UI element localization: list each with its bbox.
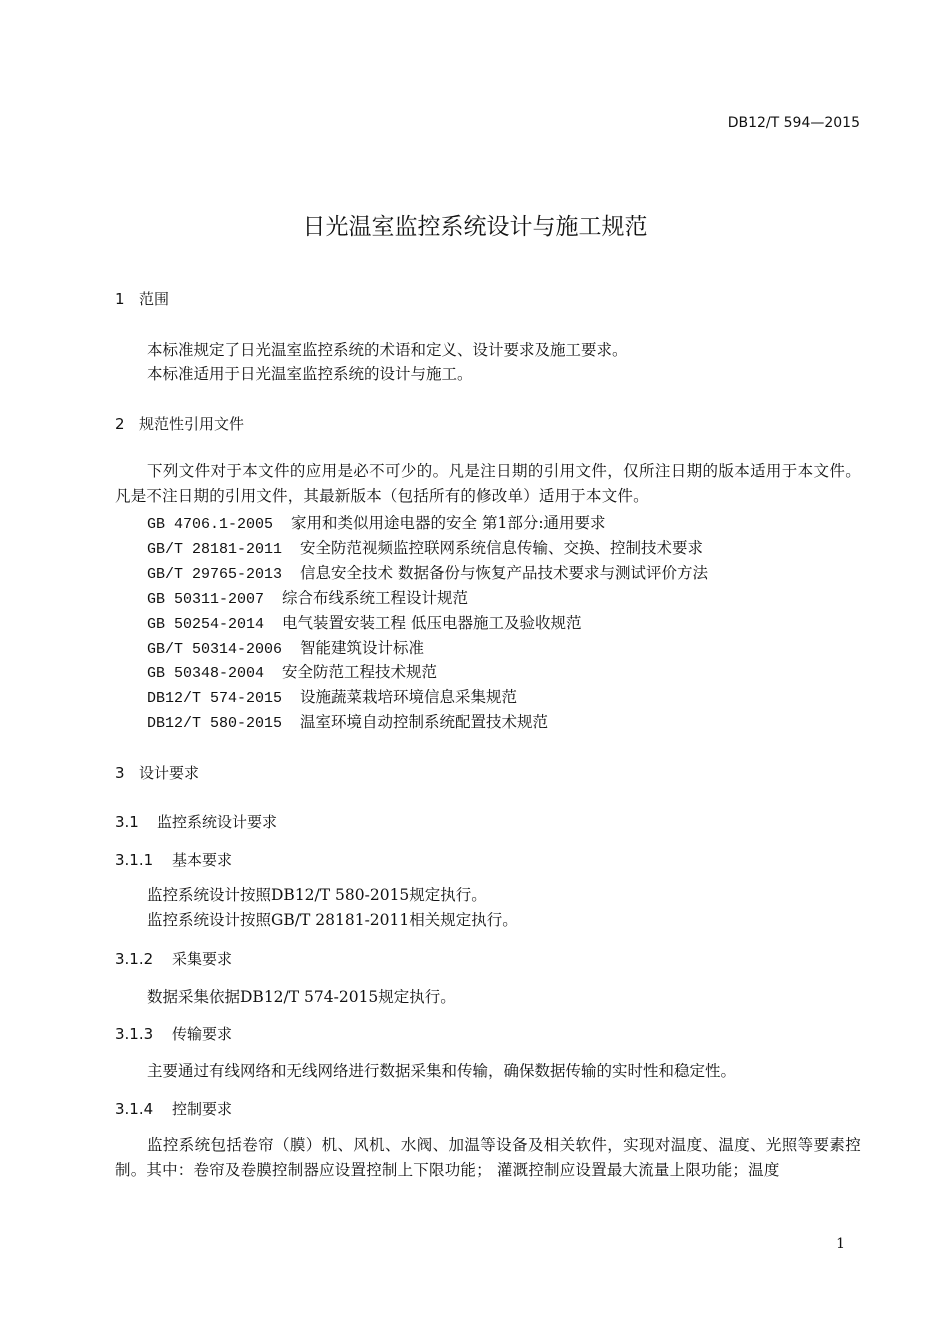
reference-code: GB 4706.1-2005	[147, 516, 274, 533]
section-3-1-4-paragraph: 监控系统包括卷帘（膜）机、风机、水阀、加温等设备及相关软件，实现对温度、温度、光照等要素控制。其中：卷帘及卷膜控制器应设置控制上下限功能； 灌溉控制应设置最大流量上限功能；温度	[115, 1136, 861, 1179]
reference-title: 信息安全技术 数据备份与恢复产品技术要求与测试评价方法	[300, 563, 708, 582]
section-3-1-2-line: 数据采集依据DB12/T 574-2015规定执行。	[147, 988, 456, 1006]
section-3-1-3-line: 主要通过有线网络和无线网络进行数据采集和传输，确保数据传输的实时性和稳定性。	[147, 1062, 737, 1080]
section-3-1-1-line: 监控系统设计按照GB/T 28181-2011相关规定执行。	[147, 911, 518, 929]
reference-item	[147, 511, 606, 533]
page-number: 1	[836, 1236, 845, 1252]
reference-code: GB 50311-2007	[147, 590, 265, 608]
reference-item	[147, 536, 703, 558]
reference-code: GB/T 50314-2006	[147, 640, 283, 658]
section-3-heading: 3 设计要求	[115, 764, 200, 782]
reference-title: 安全防范视频监控联网系统信息传输、交换、控制技术要求	[300, 538, 704, 557]
section-3-1-1-line: 监控系统设计按照DB12/T 580-2015规定执行。	[147, 886, 487, 904]
reference-code: GB/T 29765-2013	[147, 565, 283, 583]
reference-title: 温室环境自动控制系统配置技术规范	[300, 713, 549, 732]
reference-code: DB12/T 580-2015	[147, 715, 283, 733]
reference-item	[147, 611, 581, 633]
reference-item	[147, 636, 424, 658]
reference-item	[147, 685, 517, 707]
reference-title: 设施蔬菜栽培环境信息采集规范	[300, 688, 518, 707]
reference-code: GB 50254-2014	[147, 615, 265, 633]
section-2-intro: 下列文件对于本文件的应用是必不可少的。凡是注日期的引用文件，仅所注日期的版本适用于本文件。凡是不注日期的引用文件，其最新版本（包括所有的修改单）适用于本文件。	[115, 462, 861, 505]
reference-item	[147, 561, 708, 583]
section-2-heading: 2 规范性引用文件	[115, 415, 245, 433]
section-3-1-1-heading: 3.1.1 基本要求	[115, 851, 233, 869]
reference-title: 综合布线系统工程设计规范	[282, 588, 469, 607]
reference-code: DB12/T 574-2015	[147, 690, 283, 708]
section-1-line: 本标准适用于日光温室监控系统的设计与施工。	[147, 365, 473, 383]
reference-item	[147, 710, 548, 732]
reference-code: GB/T 28181-2011	[147, 540, 283, 558]
reference-title: 智能建筑设计标准	[300, 638, 425, 657]
section-3-1-2-heading: 3.1.2 采集要求	[115, 950, 233, 968]
section-1-heading: 1 范围	[115, 290, 170, 308]
section-3-1-heading: 3.1 监控系统设计要求	[115, 813, 278, 831]
reference-code: GB 50348-2004	[147, 665, 265, 683]
standard-code-header: DB12/T 594—2015	[727, 115, 860, 131]
section-3-1-4-heading: 3.1.4 控制要求	[115, 1100, 233, 1118]
reference-item	[147, 660, 437, 682]
reference-title: 家用和类似用途电器的安全 第1部分:通用要求	[291, 514, 606, 532]
section-3-1-3-heading: 3.1.3 传输要求	[115, 1025, 233, 1043]
reference-title: 电气装置安装工程 低压电器施工及验收规范	[282, 613, 582, 632]
section-1-line: 本标准规定了日光温室监控系统的术语和定义、设计要求及施工要求。	[147, 341, 628, 359]
reference-title: 安全防范工程技术规范	[282, 663, 438, 682]
document-title: 日光温室监控系统设计与施工规范	[302, 214, 648, 240]
reference-item	[147, 586, 468, 608]
